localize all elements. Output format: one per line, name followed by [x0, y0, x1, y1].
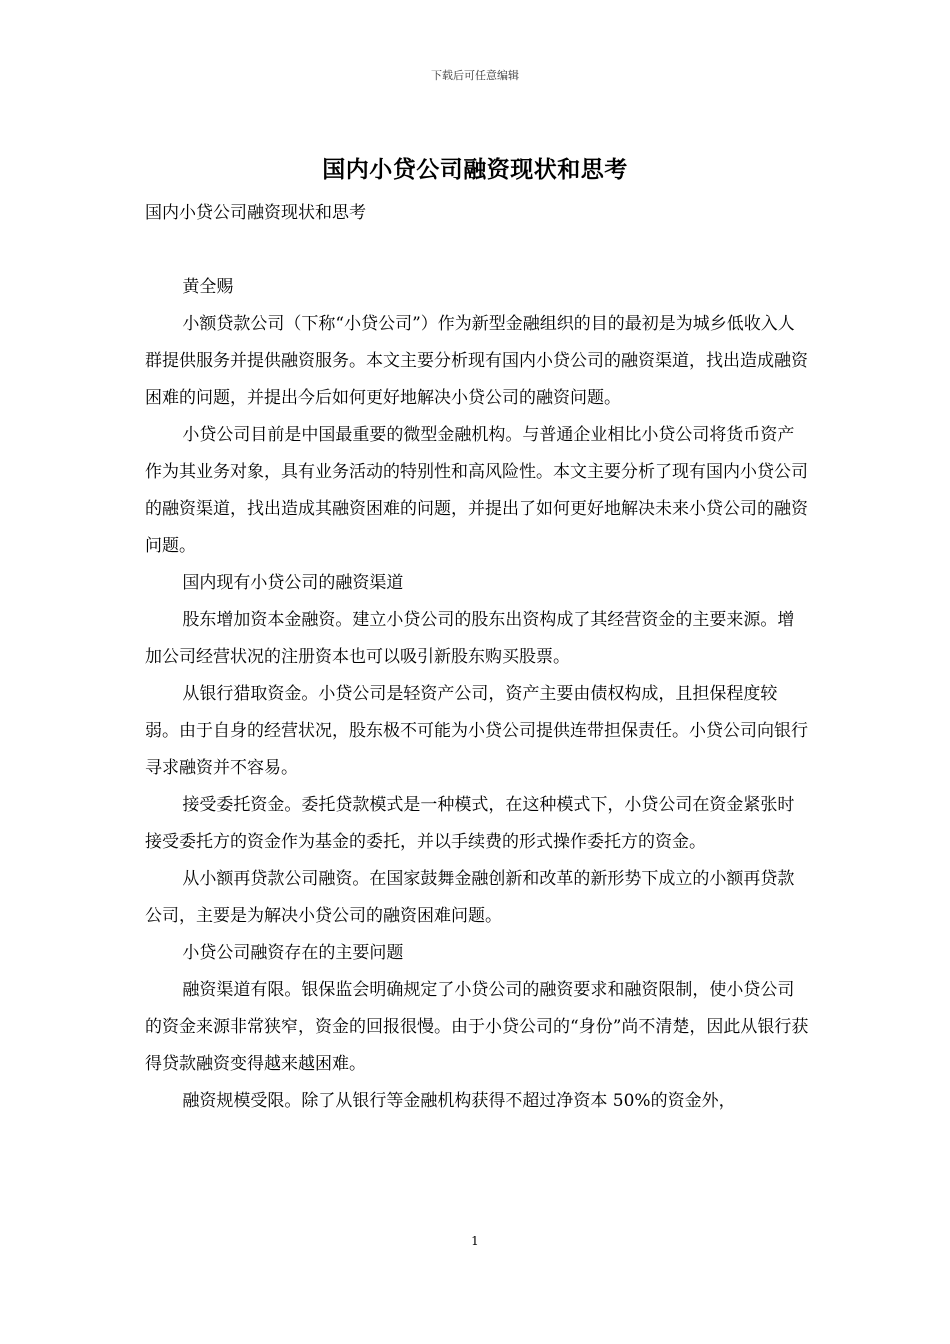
document-body [145, 195, 810, 1120]
paragraph: 从银行猎取资金。小贷公司是轻资产公司，资产主要由债权构成，且担保程度较弱。由于自身的经营状况，股东极不可能为小贷公司提供连带担保责任。小贷公司向银行寻求融资并不容易。 [145, 684, 808, 778]
paragraph: 从小额再贷款公司融资。在国家鼓舞金融创新和改革的新形势下成立的小额再贷款公司，主要是为解决小贷公司的融资困难问题。 [145, 869, 795, 926]
paragraph: 股东增加资本金融资。建立小贷公司的股东出资构成了其经营资金的主要来源。增加公司经营状况的注册资本也可以吸引新股东购买股票。 [145, 610, 795, 667]
document-title: 国内小贷公司融资现状和思考 [322, 156, 628, 183]
paragraph: 融资规模受限。除了从银行等金融机构获得不超过净资本 50%的资金外， [182, 1091, 736, 1111]
paragraph: 接受委托资金。委托贷款模式是一种模式，在这种模式下，小贷公司在资金紧张时接受委托方的资金作为基金的委托，并以手续费的形式操作委托方的资金。 [145, 795, 795, 852]
section-heading: 小贷公司融资存在的主要问题 [182, 943, 404, 963]
page-number: 1 [471, 1234, 479, 1248]
paragraph: 融资渠道有限。银保监会明确规定了小贷公司的融资要求和融资限制，使小贷公司的资金来源非常狭窄，资金的回报很慢。由于小贷公司的“身份”尚不清楚，因此从银行获得贷款融资变得越来越困难。 [145, 980, 809, 1074]
author-name: 黄全赐 [182, 277, 234, 297]
paragraph: 小额贷款公司（下称“小贷公司”）作为新型金融组织的目的最初是为城乡低收入人群提供服务并提供融资服务。本文主要分析现有国内小贷公司的融资渠道，找出造成融资困难的问题，并提出今后如何更好地解决小贷公司的融资问题。 [145, 314, 808, 408]
section-heading: 国内现有小贷公司的融资渠道 [182, 573, 404, 593]
header-note: 下载后可任意编辑 [431, 69, 519, 82]
document-subtitle: 国内小贷公司融资现状和思考 [145, 203, 366, 223]
paragraph: 小贷公司目前是中国最重要的微型金融机构。与普通企业相比小贷公司将货币资产作为其业务对象，具有业务活动的特别性和高风险性。本文主要分析了现有国内小贷公司的融资渠道，找出造成其融资困难的问题，并提出了如何更好地解决未来小贷公司的融资问题。 [145, 425, 808, 556]
